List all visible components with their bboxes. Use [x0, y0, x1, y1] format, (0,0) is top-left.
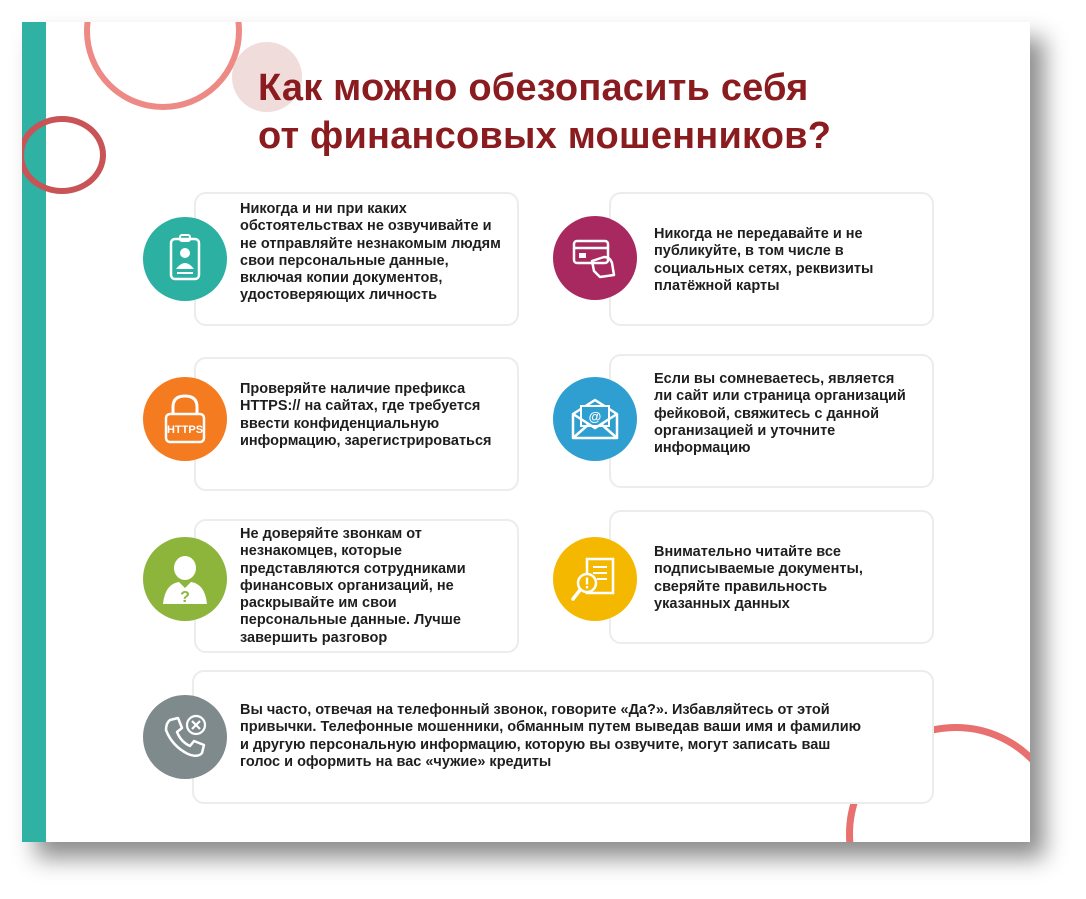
- document-magnifier-icon: [569, 553, 621, 605]
- tip-badge-verify-site: [553, 377, 637, 461]
- tip-text-phone-yes: Вы часто, отвечая на телефонный звонок, говорите «Да?». Избавляйтесь от этой привычки. Телефонные мошенники, обманным путем выведав ваши имя и фамилию и другую персональную информацию, которую вы озвучите, могут записать ваш голос и оформить на вас «чужие» кредиты: [240, 702, 861, 770]
- unknown-person-icon: [159, 552, 211, 606]
- page-title: [258, 64, 958, 160]
- email-icon-label: @: [588, 409, 602, 424]
- payment-card-hand-icon: [570, 235, 620, 281]
- tip-badge-unknown-calls: [143, 537, 227, 621]
- tip-badge-phone-yes: [143, 695, 227, 779]
- decor-circle-left: [22, 116, 106, 194]
- tip-text-unknown-calls: Не доверяйте звонкам от незнакомцев, которые представляются сотрудниками финансовых организаций, не раскрывайте им свои персональные данные. Лучше завершить разговор: [240, 526, 466, 646]
- tip-text-verify-site: Если вы сомневаетесь, является ли сайт или страница организаций фейковой, свяжитесь с данной организацией и уточните информацию: [654, 371, 906, 457]
- title-line-2: от финансовых мошенников?: [258, 115, 832, 157]
- https-lock-icon: [157, 392, 213, 446]
- decor-circle-top: [84, 22, 242, 110]
- title-line-1: Как можно обезопасить себя: [258, 67, 809, 109]
- question-icon-label: ?: [180, 589, 190, 606]
- tip-badge-payment-card: [553, 216, 637, 300]
- tip-badge-https: [143, 377, 227, 461]
- tip-badge-personal-data: [143, 217, 227, 301]
- tip-badge-documents: [553, 537, 637, 621]
- infographic-sheet: [22, 22, 1030, 842]
- tip-text-personal-data: Никогда и ни при каких обстоятельствах не озвучивайте и не отправляйте незнакомым людям свои персональные данные, включая копии документов, удостоверяющих личность: [240, 201, 501, 304]
- tip-text-documents: Внимательно читайте все подписываемые документы, сверяйте правильность указанных данных: [654, 544, 863, 612]
- tip-text-payment-card: Никогда не передавайте и не публикуйте, в том числе в социальных сетях, реквизиты платёжной карты: [654, 226, 874, 294]
- email-envelope-icon: [569, 396, 621, 442]
- phone-decline-icon: [160, 712, 210, 762]
- https-icon-label: HTTPS: [166, 424, 204, 436]
- id-card-icon: [163, 233, 207, 285]
- tip-text-https: Проверяйте наличие префикса HTTPS:// на сайтах, где требуется ввести конфиденциальную информацию, зарегистрироваться: [240, 381, 492, 449]
